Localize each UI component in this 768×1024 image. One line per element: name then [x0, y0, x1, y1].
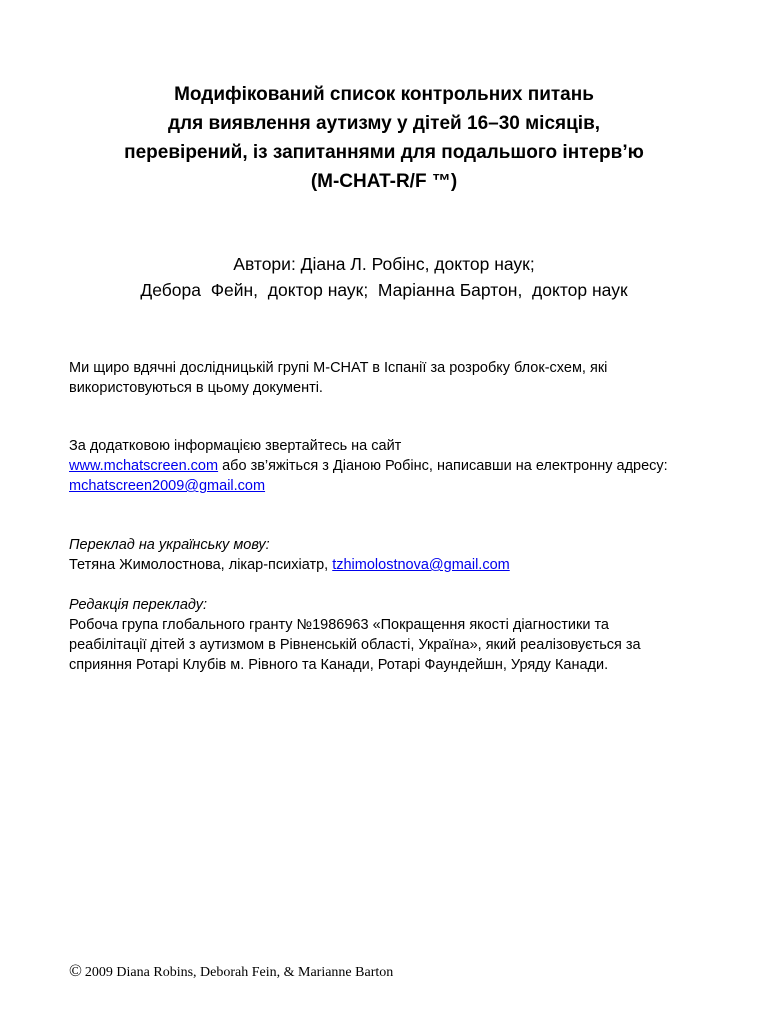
- editing-paragraph: [69, 595, 729, 675]
- contact-paragraph: [69, 436, 729, 496]
- website-link[interactable]: www.mchatscreen.com: [69, 458, 219, 474]
- contact-line-2: [69, 456, 729, 476]
- authors-line-2: Дебора Фейн, доктор наук; Маріанна Бартон, доктор наук: [140, 280, 628, 300]
- title-line-4: (M-CHAT-R/F ™): [310, 171, 458, 192]
- copyright-text: 2009 Diana Robins, Deborah Fein, & Marianne Barton: [84, 965, 394, 980]
- translation-paragraph: [69, 535, 729, 575]
- editing-line-1: Робоча група глобального гранту №1986963 «Покращення якості діагностики та: [69, 617, 609, 633]
- editing-line-2: реабілітації дітей з аутизмом в Рівненській області, Україна», який реалізовується за: [69, 637, 641, 653]
- authors-line-1: Автори: Діана Л. Робінс, доктор наук;: [233, 254, 535, 274]
- translator-name: Тетяна Жимолостнова, лікар-психіатр,: [69, 557, 333, 573]
- copyright-icon: ©: [69, 961, 82, 980]
- authors-block: [60, 251, 708, 303]
- document-title: [60, 80, 708, 196]
- editing-line-3: сприяння Ротарі Клубів м. Рівного та Канади, Ротарі Фаундейшн, Уряду Канади.: [69, 657, 609, 673]
- contact-line-1: За додатковою інформацією звертайтесь на сайт: [69, 438, 402, 454]
- translator-line: [69, 555, 729, 575]
- acknowledgment-line-2: використовуються в цьому документі.: [69, 380, 323, 396]
- editing-heading: Редакція перекладу:: [69, 597, 208, 613]
- acknowledgment-paragraph: [69, 358, 729, 398]
- acknowledgment-line-1: Ми щиро вдячні дослідницькій групі M-CHAT в Іспанії за розробку блок-схем, які: [69, 360, 608, 376]
- contact-line-3: [69, 476, 729, 496]
- title-line-2: для виявлення аутизму у дітей 16–30 місяців,: [167, 113, 601, 134]
- copyright-footer: [69, 961, 393, 983]
- contact-line-2-text: або зв’яжіться з Діаною Робінс, написавши на електронну адресу:: [218, 458, 668, 474]
- contact-email-link[interactable]: mchatscreen2009@gmail.com: [69, 478, 266, 494]
- title-line-3: перевірений, із запитаннями для подальшого інтерв’ю: [124, 142, 644, 163]
- translation-heading: Переклад на українську мову:: [69, 537, 270, 553]
- translator-email-link[interactable]: tzhimolostnova@gmail.com: [332, 557, 510, 573]
- title-line-1: Модифікований список контрольних питань: [174, 84, 594, 105]
